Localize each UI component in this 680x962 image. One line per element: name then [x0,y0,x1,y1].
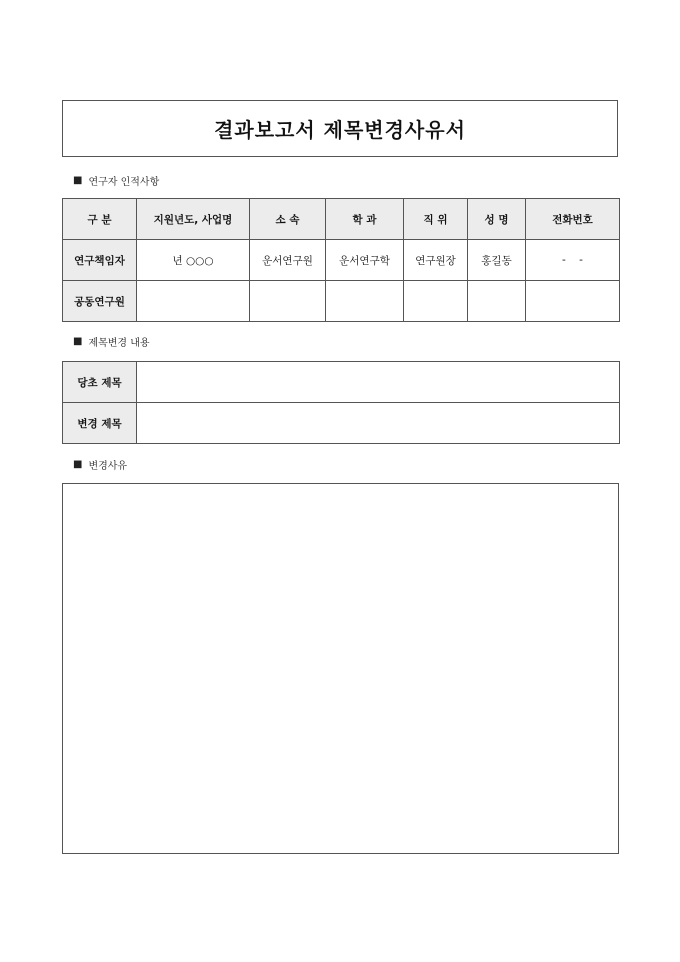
reason-text-area[interactable] [62,483,619,854]
section-researcher [73,173,159,188]
header-name: 성 명 [468,199,526,240]
table-row [63,281,620,322]
cell-department[interactable]: 운서연구학 [326,240,404,281]
cell-name[interactable] [468,281,526,322]
changed-title-field[interactable] [137,403,620,444]
researcher-info-table [62,198,620,322]
cell-affiliation[interactable]: 운서연구원 [250,240,326,281]
original-title-field[interactable] [137,362,620,403]
header-year-project: 지원년도, 사업명 [137,199,250,240]
title-change-table [62,361,620,444]
cell-department[interactable] [326,281,404,322]
section-title-change [73,334,150,349]
section-title-change-label: 제목변경 내용 [88,338,150,349]
square-bullet-icon: ■ [73,459,83,470]
section-reason [73,457,127,472]
label-changed-title: 변경 제목 [63,403,137,444]
cell-phone[interactable]: - - [526,240,620,281]
table-row [63,403,620,444]
header-phone: 전화번호 [526,199,620,240]
cell-position[interactable]: 연구원장 [404,240,468,281]
cell-year-project[interactable] [137,281,250,322]
square-bullet-icon: ■ [73,336,83,347]
square-bullet-icon: ■ [73,175,83,186]
row-label-co-researcher: 공동연구원 [63,281,137,322]
header-affiliation: 소 속 [250,199,326,240]
row-label-principal: 연구책임자 [63,240,137,281]
cell-name[interactable]: 홍길동 [468,240,526,281]
header-position: 직 위 [404,199,468,240]
cell-affiliation[interactable] [250,281,326,322]
section-reason-label: 변경사유 [88,461,128,472]
table-row [63,362,620,403]
table-header-row [63,199,620,240]
cell-position[interactable] [404,281,468,322]
document-title: 결과보고서 제목변경사유서 [62,100,618,157]
cell-phone[interactable] [526,281,620,322]
label-original-title: 당초 제목 [63,362,137,403]
section-researcher-label: 연구자 인적사항 [88,177,160,188]
header-department: 학 과 [326,199,404,240]
table-row [63,240,620,281]
header-category: 구 분 [63,199,137,240]
cell-year-project[interactable]: 년 ○○○ [137,240,250,281]
